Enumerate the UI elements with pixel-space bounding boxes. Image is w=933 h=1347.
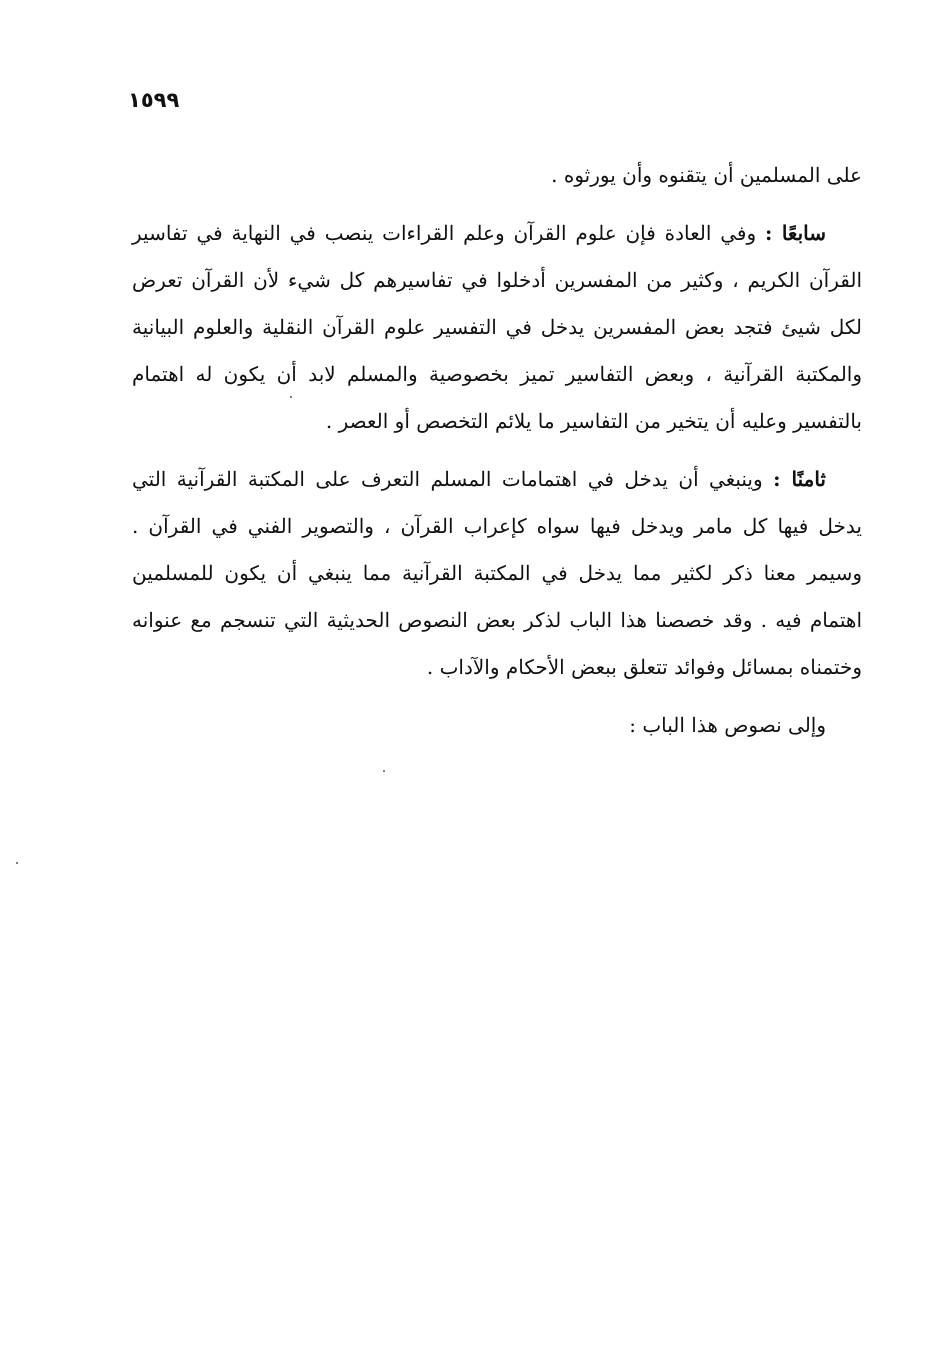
paragraph-1 bbox=[132, 152, 862, 199]
scan-speck bbox=[290, 396, 292, 398]
paragraph-3-lead: ثامنًا : bbox=[773, 467, 826, 491]
paragraph-3 bbox=[132, 456, 862, 691]
paragraph-1-text: على المسلمين أن يتقنوه وأن يورثوه . bbox=[551, 163, 862, 187]
body-text bbox=[132, 152, 862, 749]
paragraph-4-text: وإلى نصوص هذا الباب : bbox=[629, 713, 826, 737]
paragraph-2-text: وفي العادة فإن علوم القرآن وعلم القراءات ينصب في النهاية في تفاسير القرآن الكريم ، وكثير من المفسرين أدخلوا في تفاسيرهم كل شيء لأن القرآن تعرض لكل شيئ فتجد بعض المفسرين يدخل في التفسير علوم القرآن النقلية والعلوم البيانية والمكتبة القرآنية ، وبعض التفاسير تميز بخصوصية والمسلم لابد أن يكون له اهتمام بالتفسير وعليه أن يتخير من التفاسير ما يلائم التخصص أو العصر . bbox=[132, 221, 862, 433]
paragraph-3-text: وينبغي أن يدخل في اهتمامات المسلم التعرف على المكتبة القرآنية التي يدخل فيها كل مامر ويدخل فيها سواه كإعراب القرآن ، والتصوير الفني في القرآن . وسيمر معنا ذكر لكثير مما يدخل في المكتبة القرآنية مما ينبغي أن يكون للمسلمين اهتمام فيه . وقد خصصنا هذا الباب لذكر بعض النصوص الحديثية التي تنسجم مع عنوانه وختمناه بمسائل وفوائد تتعلق ببعض الأحكام والآداب . bbox=[132, 467, 862, 679]
scan-speck bbox=[383, 770, 385, 772]
page-number: ١٥٩٩ bbox=[128, 88, 180, 112]
paragraph-4 bbox=[132, 702, 862, 749]
paragraph-2 bbox=[132, 210, 862, 445]
paragraph-2-lead: سابعًا : bbox=[765, 221, 826, 245]
scan-speck bbox=[16, 862, 18, 864]
